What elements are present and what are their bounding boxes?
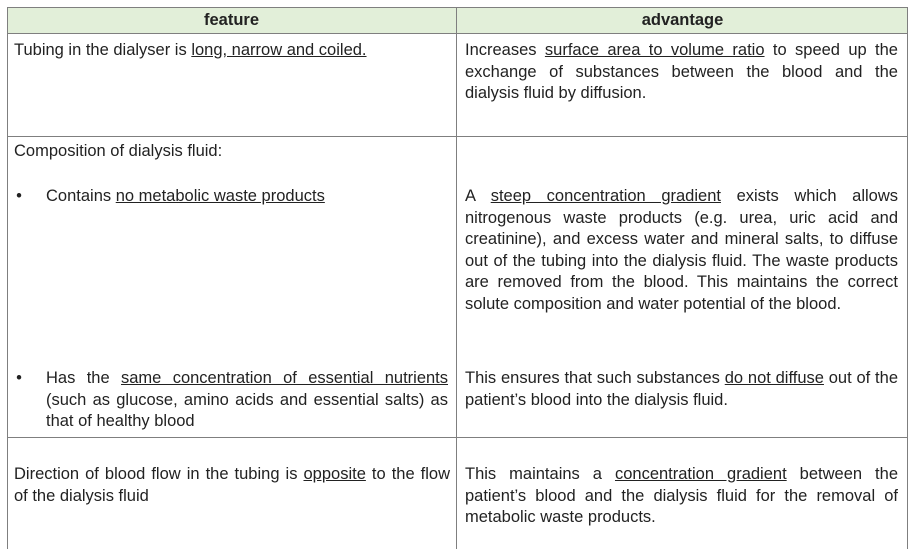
row2-item2-advantage: This ensures that such substances do not diffuse out of the patient’s blood into the dialysis fluid.	[465, 369, 898, 409]
row2-item1-feature: Contains no metabolic waste products	[46, 187, 325, 205]
row2-item1-advantage: A steep concentration gradient exists which allows nitrogenous waste products (e.g. urea, uric acid and creatinine), and excess water and mineral salts, to diffuse out of the tubing into the dialysis fluid. The waste products are removed from the blood. This maintains the correct solute composition and water potential of the blood.	[465, 187, 898, 313]
column-divider	[456, 7, 457, 549]
bullet-icon: •	[16, 187, 22, 205]
row2-bottom-border	[7, 437, 908, 438]
row2-feature-intro: Composition of dialysis fluid:	[14, 142, 223, 160]
row2-item2-feature: Has the same concentration of essential nutrients (such as glucose, amino acids and essential salts) as that of healthy blood	[46, 369, 448, 430]
row1-feature: Tubing in the dialyser is long, narrow and coiled.	[14, 41, 367, 59]
table-right-border	[907, 7, 908, 549]
row1-bottom-border	[7, 136, 908, 137]
bullet-icon: •	[16, 369, 22, 387]
table-left-border	[7, 7, 8, 549]
header-bottom-border	[7, 33, 908, 34]
header-advantage: advantage	[457, 7, 908, 33]
table-top-border	[7, 7, 908, 8]
row1-advantage: Increases surface area to volume ratio to speed up the exchange of substances between the blood and the dialysis fluid by diffusion.	[465, 41, 898, 102]
header-feature: feature	[7, 7, 456, 33]
row3-feature: Direction of blood flow in the tubing is opposite to the flow of the dialysis fluid	[14, 465, 451, 505]
row3-advantage: This maintains a concentration gradient between the patient’s blood and the dialysis fluid for the removal of metabolic waste products.	[465, 465, 898, 526]
